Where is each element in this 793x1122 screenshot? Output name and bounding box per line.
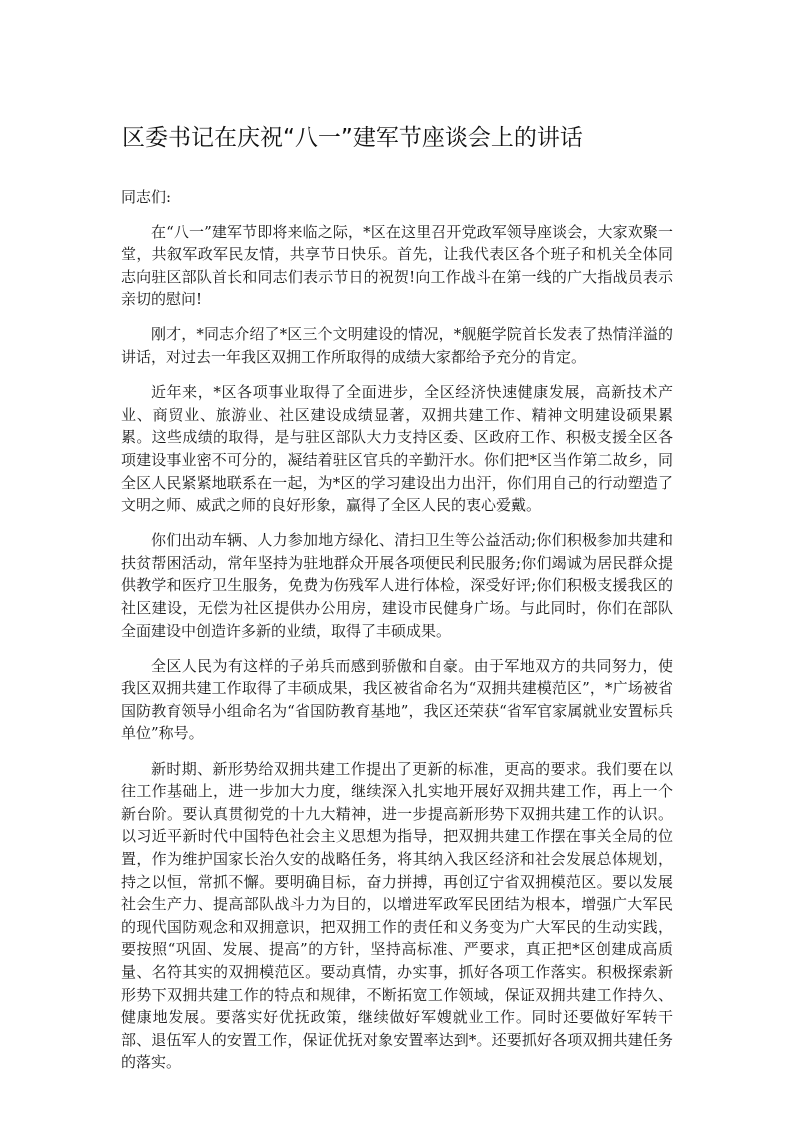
paragraph-2: 刚才，*同志介绍了*区三个文明建设的情况，*舰艇学院首长发表了热情洋溢的讲话，对过去一年我区双拥工作所取得的成绩大家都给予充分的肯定。 <box>121 325 673 367</box>
paragraph-5: 全区人民为有这样的子弟兵而感到骄傲和自豪。由于军地双方的共同努力，使我区双拥共建工作取得了丰硕成果，我区被省命名为“双拥共建模范区”，*广场被省国防教育领导小组命名为“省国防教育基地”，我区还荣获“省军官家属就业安置标兵单位”称号。 <box>121 656 673 743</box>
salutation: 同志们: <box>121 188 172 206</box>
paragraph-6: 新时期、新形势给双拥共建工作提出了更新的标准，更高的要求。我们要在以往工作基础上，进一步加大力度，继续深入扎实地开展好双拥共建工作，再上一个新台阶。要认真贯彻党的十九大精神，进一步提高新形势下双拥共建工作的认识。以习近平新时代中国特色社会主义思想为指导，把双拥共建工作摆在事关全局的位置，作为维护国家长治久安的战略任务，将其纳入我区经济和社会发展总体规划，持之以恒，常抓不懈。要明确目标，奋力拼搏，再创辽宁省双拥模范区。要以发展社会生产力、提高部队战斗力为目的，以增进军政军民团结为根本，增强广大军民的现代国防观念和双拥意识，把双拥工作的责任和义务变为广大军民的生动实践，要按照“巩固、发展、提高”的方针，坚持高标准、严要求，真正把*区创建成高质量、名符其实的双拥模范区。要动真情，办实事，抓好各项工作落实。积极探索新形势下双拥共建工作的特点和规律，不断拓宽工作领域，保证双拥共建工作持久、健康地发展。要落实好优抚政策，继续做好军嫂就业工作。同时还要做好军转干部、退伍军人的安置工作，保证优抚对象安置率达到*。还要抓好各项双拥共建任务的落实。 <box>121 759 673 1072</box>
paragraph-1: 在“八一”建军节即将来临之际，*区在这里召开党政军领导座谈会，大家欢聚一堂，共叙军政军民友情，共享节日快乐。首先，让我代表区各个班子和机关全体同志向驻区部队首长和同志们表示节日的祝贺!向工作战斗在第一线的广大指战员表示亲切的慰问! <box>121 222 673 309</box>
paragraph-3: 近年来，*区各项事业取得了全面进步，全区经济快速健康发展，高新技术产业、商贸业、旅游业、社区建设成绩显著，双拥共建工作、精神文明建设硕果累累。这些成绩的取得，是与驻区部队大力支持区委、区政府工作、积极支援全区各项建设事业密不可分的，凝结着驻区官兵的辛勤汗水。你们把*区当作第二故乡，同全区人民紧紧地联系在一起，为*区的学习建设出力出汗，你们用自己的行动塑造了文明之师、威武之师的良好形象，赢得了全区人民的衷心爱戴。 <box>121 383 673 515</box>
document-body <box>121 186 673 1086</box>
document-title: 区委书记在庆祝“八一”建军节座谈会上的讲话 <box>122 125 583 151</box>
paragraph-4: 你们出动车辆、人力参加地方绿化、清扫卫生等公益活动;你们积极参加共建和扶贫帮困活动，常年坚持为驻地群众开展各项便民利民服务;你们竭诚为居民群众提供教学和医疗卫生服务，免费为伤残军人进行体检，深受好评;你们积极支援我区的社区建设，无偿为社区提供办公用房，建设市民健身广场。与此同时，你们在部队全面建设中创造许多新的业绩，取得了丰硕成果。 <box>121 531 673 640</box>
